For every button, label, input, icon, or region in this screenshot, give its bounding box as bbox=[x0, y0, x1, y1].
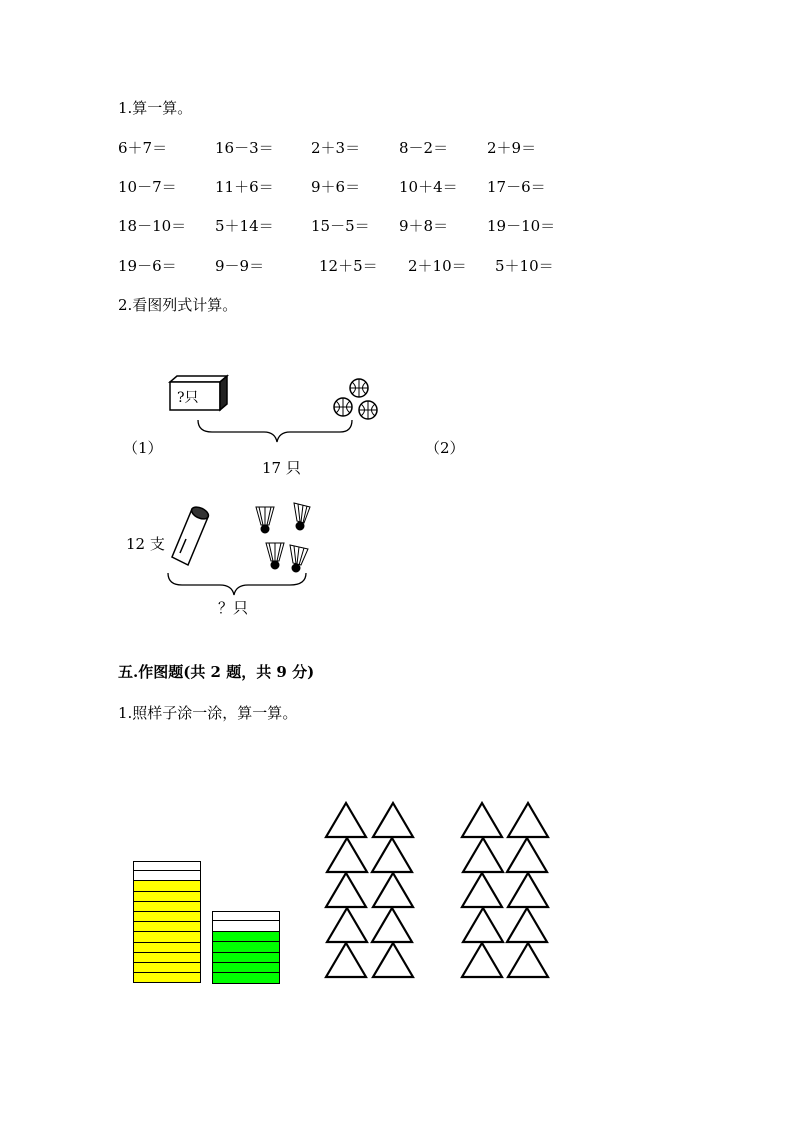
bar-cell-filled bbox=[133, 881, 201, 891]
arithmetic-expression: 2＋10＝ bbox=[408, 257, 467, 275]
bar-cell-filled bbox=[133, 902, 201, 912]
triangle-shape bbox=[463, 838, 503, 872]
triangle-shape bbox=[507, 838, 547, 872]
arithmetic-expression: 5＋10＝ bbox=[495, 257, 554, 275]
bar-cell-filled bbox=[133, 932, 201, 942]
triangle-shape bbox=[326, 873, 366, 907]
triangle-groups bbox=[320, 795, 560, 990]
triangle-shape bbox=[507, 908, 547, 942]
arithmetic-expression: 18－10＝ bbox=[118, 217, 187, 235]
arithmetic-expression: 19－10＝ bbox=[487, 217, 556, 235]
triangle-shape bbox=[462, 803, 502, 837]
triangle-shape bbox=[508, 873, 548, 907]
triangle-shape bbox=[508, 943, 548, 977]
basketball-icon bbox=[334, 398, 352, 416]
bar-cell-filled bbox=[212, 963, 280, 973]
triangle-shape bbox=[326, 803, 366, 837]
bar-cell-empty bbox=[133, 861, 201, 871]
shuttlecock-icon bbox=[294, 503, 310, 530]
bar-cell-filled bbox=[133, 892, 201, 902]
figure-2-total: ？只 bbox=[218, 599, 249, 617]
question-2-title: 2.看图列式计算。 bbox=[118, 296, 238, 314]
arithmetic-expression: 15－5＝ bbox=[311, 217, 370, 235]
box-label: ?只 bbox=[177, 390, 199, 406]
figure-2-tube-label: 12 支 bbox=[126, 535, 165, 553]
arithmetic-expression: 6＋7＝ bbox=[118, 139, 168, 157]
triangle-shape bbox=[462, 873, 502, 907]
triangle-shape bbox=[508, 803, 548, 837]
arithmetic-expression: 9＋6＝ bbox=[311, 178, 361, 196]
basketball-icon bbox=[359, 401, 377, 419]
bar-cell-empty bbox=[133, 871, 201, 881]
bar-cell-filled bbox=[212, 973, 280, 983]
bar-right bbox=[212, 911, 280, 984]
figure-2-index: （2） bbox=[425, 439, 465, 457]
bar-cell-filled bbox=[133, 963, 201, 973]
arithmetic-expression: 17－6＝ bbox=[487, 178, 546, 196]
triangle-shape bbox=[327, 908, 367, 942]
arithmetic-expression: 9＋8＝ bbox=[399, 217, 449, 235]
arithmetic-expression: 16－3＝ bbox=[215, 139, 274, 157]
shuttlecock-icon bbox=[266, 543, 284, 569]
arithmetic-expression: 5＋14＝ bbox=[215, 217, 274, 235]
shuttlecock-icon bbox=[290, 545, 308, 572]
arithmetic-expression: 12＋5＝ bbox=[319, 257, 378, 275]
section-5-heading: 五.作图题(共 2 题，共 9 分) bbox=[118, 663, 315, 681]
triangle-shape bbox=[326, 943, 366, 977]
triangle-shape bbox=[463, 908, 503, 942]
bar-cell-filled bbox=[133, 953, 201, 963]
shuttlecock-tube-icon bbox=[172, 505, 210, 565]
bar-cell-filled bbox=[212, 942, 280, 952]
basketball-icon bbox=[350, 379, 368, 397]
bar-cell-empty bbox=[212, 911, 280, 921]
bar-cell-filled bbox=[133, 922, 201, 932]
bar-left bbox=[133, 861, 201, 983]
brace bbox=[168, 573, 306, 595]
section-5-question-1-title: 1.照样子涂一涂，算一算。 bbox=[118, 704, 298, 722]
triangle-shape bbox=[373, 873, 413, 907]
arithmetic-expression: 11＋6＝ bbox=[215, 178, 274, 196]
arithmetic-expression: 19－6＝ bbox=[118, 257, 177, 275]
bar-cell-empty bbox=[212, 921, 280, 931]
triangle-shape bbox=[327, 838, 367, 872]
figure-1-total: 17 只 bbox=[262, 459, 301, 477]
bar-cell-filled bbox=[212, 932, 280, 942]
brace bbox=[198, 420, 352, 442]
triangle-shape bbox=[372, 838, 412, 872]
bar-cell-filled bbox=[133, 973, 201, 983]
figure-1-index: （1） bbox=[123, 439, 163, 457]
triangle-shape bbox=[372, 908, 412, 942]
bar-cell-filled bbox=[133, 943, 201, 953]
arithmetic-expression: 2＋9＝ bbox=[487, 139, 537, 157]
arithmetic-expression: 10＋4＝ bbox=[399, 178, 458, 196]
triangle-shape bbox=[373, 943, 413, 977]
question-1-title: 1.算一算。 bbox=[118, 99, 193, 117]
figure-2 bbox=[160, 495, 330, 605]
arithmetic-expression: 9－9＝ bbox=[215, 257, 265, 275]
bar-cell-filled bbox=[133, 912, 201, 922]
arithmetic-expression: 8－2＝ bbox=[399, 139, 449, 157]
bar-cell-filled bbox=[212, 953, 280, 963]
triangle-shape bbox=[373, 803, 413, 837]
shuttlecock-icon bbox=[256, 507, 274, 533]
arithmetic-expression: 2＋3＝ bbox=[311, 139, 361, 157]
arithmetic-expression: 10－7＝ bbox=[118, 178, 177, 196]
triangle-shape bbox=[462, 943, 502, 977]
